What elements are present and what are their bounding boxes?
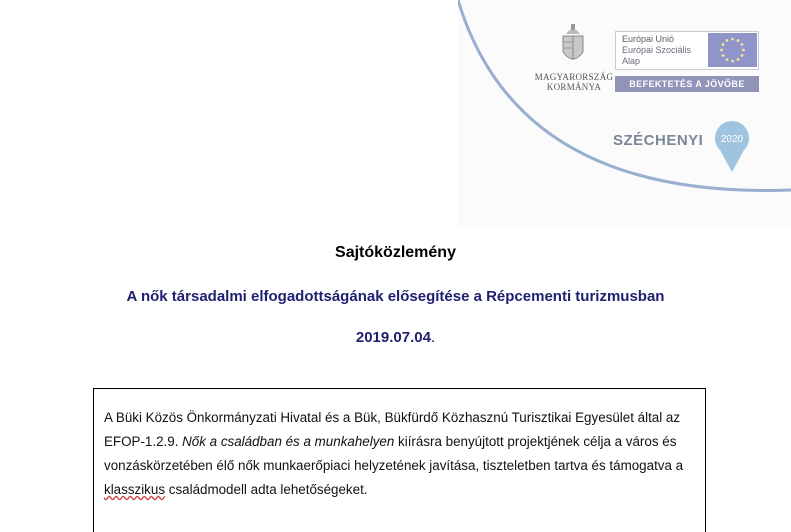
- spellcheck-flagged-word: klasszikus: [104, 482, 166, 497]
- szechenyi-year: 2020: [720, 134, 744, 145]
- hungarian-government-logo-text: [532, 72, 616, 92]
- eu-line-2: Európai Szociális: [622, 45, 692, 55]
- body-paragraph: [104, 406, 699, 502]
- eu-line-1: Európai Unió: [622, 34, 675, 44]
- coat-of-arms-icon: [558, 22, 588, 72]
- header-logos: [458, 0, 791, 228]
- release-date: [0, 329, 791, 346]
- szechenyi-pin-icon: [712, 120, 752, 172]
- eu-line-3: Alap: [622, 56, 641, 66]
- szechenyi-logo-text: SZÉCHENYI: [613, 132, 704, 149]
- body-part-1: A Büki Közös Önkormányzati Hivatal és a Bük, Bükfürdő Közhasznú Turisztikai Egyesület által az EFOP-1.2.9.: [104, 410, 681, 449]
- gov-line-2: KORMÁNYA: [546, 82, 602, 92]
- eu-logo: [615, 31, 759, 70]
- eu-slogan: BEFEKTETÉS A JÖVŐBE: [615, 76, 759, 92]
- date-suffix: .: [430, 329, 436, 346]
- body-part-3: családmodell adta lehetőségeket.: [165, 482, 368, 497]
- date-value: 2019.07.04: [355, 329, 431, 346]
- body-part-2: kiírásra benyújtott projektjének célja a város és vonzáskörzetében élő nők munkaerőpiaci helyzetének javítása, tiszteletben tartva és támogatva a: [104, 434, 684, 473]
- body-text-box: [93, 388, 706, 532]
- page-subtitle: A nők társadalmi elfogadottságának elősegítése a Répcementi turizmusban: [126, 288, 665, 305]
- eu-flag-icon: [708, 33, 757, 67]
- gov-line-1: MAGYARORSZÁG: [534, 72, 614, 82]
- body-italic-title: Nők a családban és a munkahelyen: [182, 434, 395, 449]
- page-title: Sajtóközlemény: [335, 244, 456, 261]
